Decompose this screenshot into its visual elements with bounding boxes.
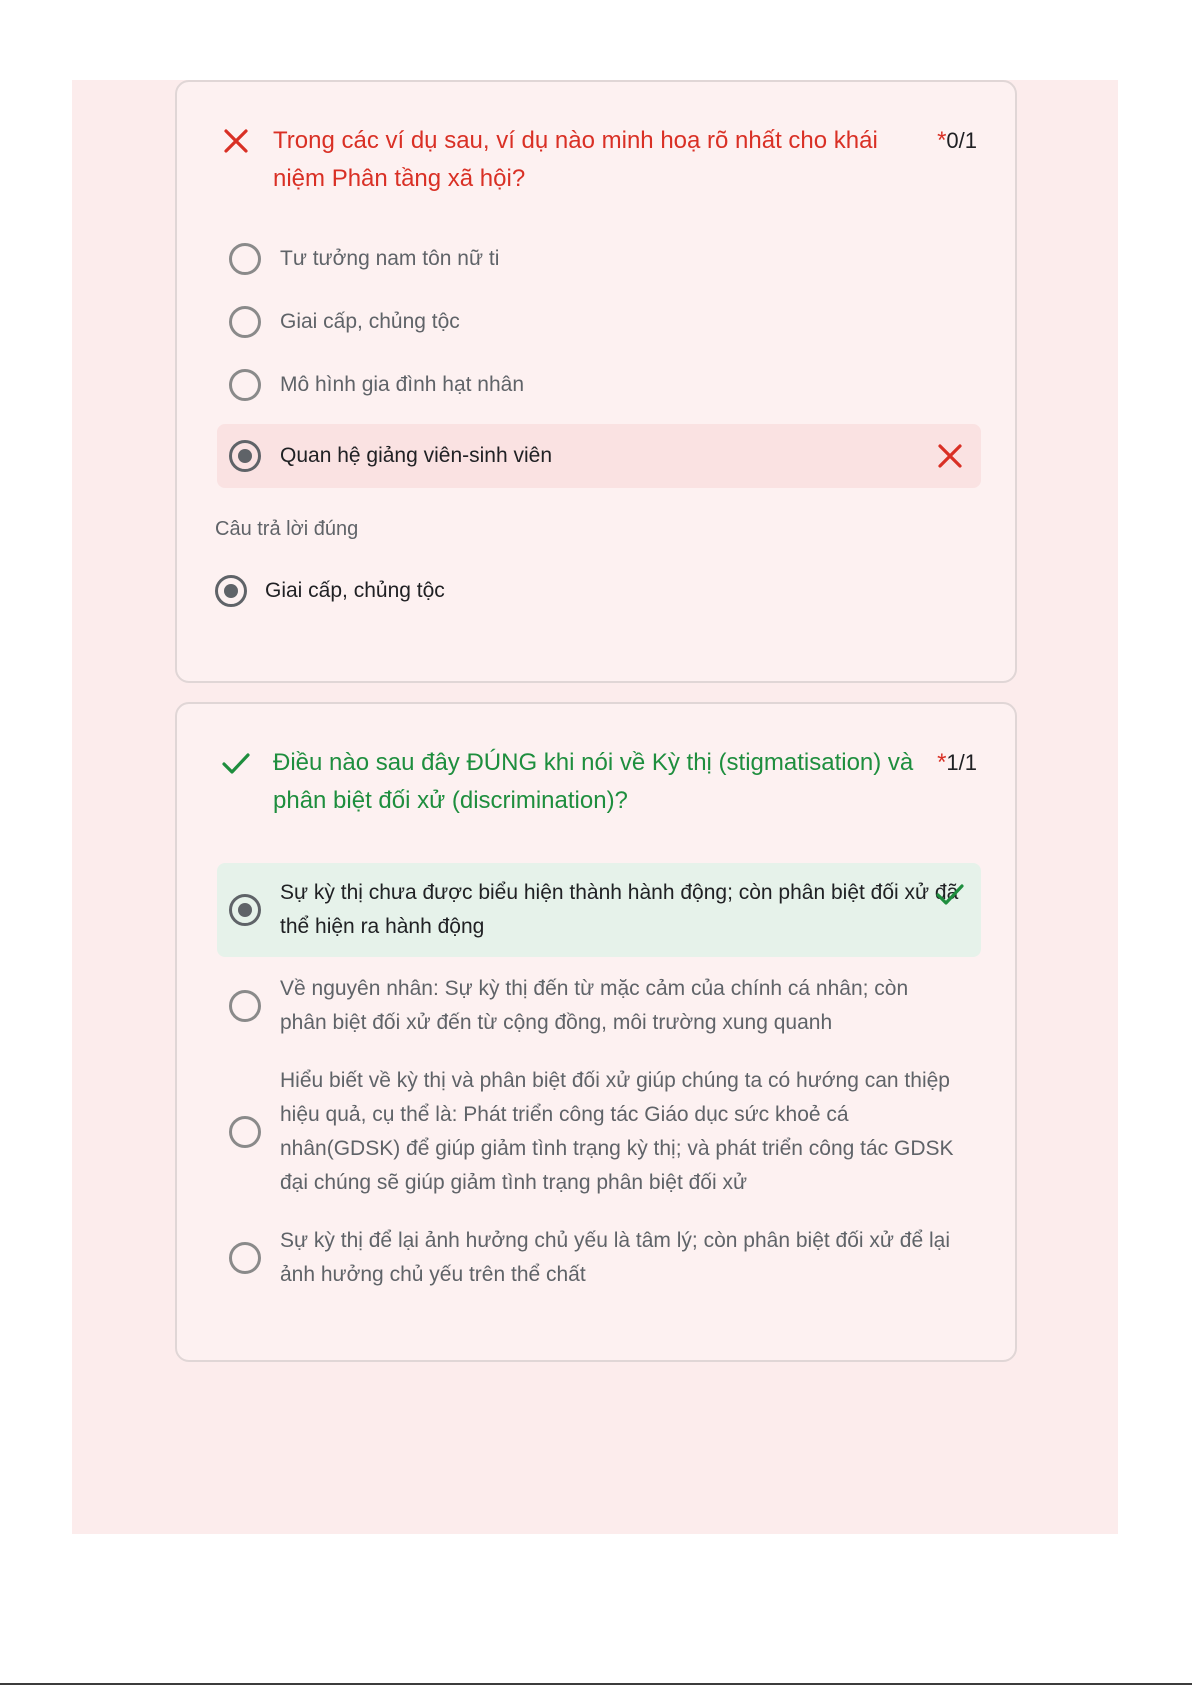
option-label: Tư tưởng nam tôn nữ ti [280,247,500,270]
option-label: Sự kỳ thị để lại ảnh hưởng chủ yếu là tâm lý; còn phân biệt đối xử để lại ảnh hưởng chủ yếu trên thể chất [280,1229,950,1286]
option-item[interactable] [217,227,981,291]
radio-button[interactable] [229,306,261,338]
required-mark: * [937,749,947,776]
radio-button[interactable] [229,243,261,275]
option-label: Giai cấp, chủng tộc [280,310,460,333]
question-title: Trong các ví dụ sau, ví dụ nào minh hoạ rõ nhất cho khái niệm Phân tầng xã hội? [273,127,878,192]
radio-button[interactable] [229,1242,261,1274]
option-label: Quan hệ giảng viên-sinh viên [280,444,553,467]
radio-button[interactable] [229,990,261,1022]
correct-answer-heading: Câu trả lời đúng [215,518,359,540]
option-item[interactable] [217,1214,981,1302]
option-label: Hiểu biết về kỳ thị và phân biệt đối xử giúp chúng ta có hướng can thiệp hiệu quả, cụ thể là: Phát triển công tác Giáo dục sức khoẻ cá nhân(GDSK) để giúp giảm tình trạng kỳ thị; và phát triển công tác GDSK đại chúng sẽ giúp giảm tình trạng phân biệt đối xử [280,1069,954,1194]
score-value: 0/1 [946,128,977,153]
option-item-selected[interactable] [217,424,981,488]
check-icon [221,748,251,778]
option-item-selected[interactable] [217,863,981,957]
option-item[interactable] [217,290,981,354]
question-title: Điều nào sau đây ĐÚNG khi nói về Kỳ thị (stigmatisation) và phân biệt đối xử (discrimination)? [273,749,914,814]
radio-button-checked[interactable] [229,894,261,926]
correct-answer-label: Giai cấp, chủng tộc [265,579,445,602]
score-value: 1/1 [946,750,977,775]
radio-button-checked[interactable] [229,440,261,472]
close-icon [221,126,251,156]
question-score [937,744,977,782]
option-label: Sự kỳ thị chưa được biểu hiện thành hành động; còn phân biệt đối xử đã thể hiện ra hành động [280,881,959,938]
close-icon [935,441,965,471]
option-label: Về nguyên nhân: Sự kỳ thị đến từ mặc cảm của chính cá nhân; còn phân biệt đối xử đến từ cộng đồng, môi trường xung quanh [280,977,909,1034]
radio-button-checked [215,575,247,607]
option-label: Mô hình gia đình hạt nhân [280,373,525,396]
radio-button[interactable] [229,1116,261,1148]
option-item[interactable] [217,962,981,1050]
radio-button[interactable] [229,369,261,401]
question-card-1 [175,80,1017,683]
question-score [937,122,977,160]
question-card-2 [175,702,1017,1362]
check-icon [935,879,965,909]
option-item[interactable] [217,353,981,417]
option-item[interactable] [217,1056,981,1206]
required-mark: * [937,127,947,154]
